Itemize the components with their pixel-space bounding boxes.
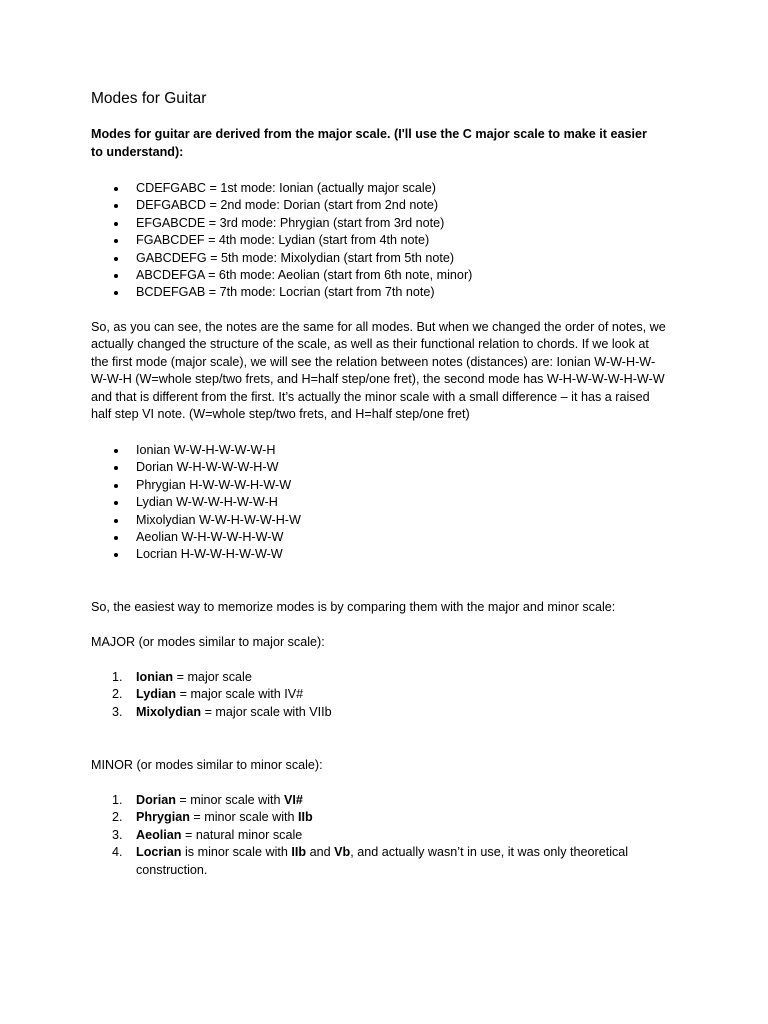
intro-text: Modes for guitar are derived from the major scale. (I'll use the C major scale to make it easier to understand): (91, 127, 647, 159)
list-item: Ionian W-W-H-W-W-W-H (112, 442, 672, 459)
list-item: ABCDEFGA = 6th mode: Aeolian (start from 6th note, minor) (112, 267, 672, 284)
list-item: Phrygian H-W-W-W-H-W-W (112, 477, 672, 494)
list-item: DEFGABCD = 2nd mode: Dorian (start from 2nd note) (112, 197, 672, 214)
list-item: EFGABCDE = 3rd mode: Phrygian (start from 3rd note) (112, 215, 672, 232)
list-item: Lydian W-W-W-H-W-W-H (112, 494, 672, 511)
list-item: 1. Ionian = major scale (112, 670, 252, 684)
mode-steps-list (112, 442, 672, 564)
list-item: GABCDEFG = 5th mode: Mixolydian (start from 5th note) (112, 250, 672, 267)
minor-modes-list (112, 792, 672, 879)
list-item: Aeolian W-H-W-W-H-W-W (112, 529, 672, 546)
memorize-paragraph: So, the easiest way to memorize modes is by comparing them with the major and minor scale: (91, 600, 616, 614)
list-item: CDEFGABC = 1st mode: Ionian (actually major scale) (112, 180, 672, 197)
list-item: 3. Mixolydian = major scale with VIIb (112, 704, 332, 719)
document-title: Modes for Guitar (91, 90, 207, 107)
list-item: 4. Locrian is minor scale with IIb and Vb, and actually wasn’t in use, it was only theoretical construction. (112, 845, 629, 877)
mode-notes-list (112, 180, 672, 302)
list-item: BCDEFGAB = 7th mode: Locrian (start from 7th note) (112, 284, 672, 301)
list-item: Dorian W-H-W-W-W-H-W (112, 459, 672, 476)
list-item: Mixolydian W-W-H-W-W-H-W (112, 512, 672, 529)
list-item: Locrian H-W-W-H-W-W-W (112, 546, 672, 563)
list-item: 2. Phrygian = minor scale with IIb (112, 810, 313, 825)
list-item: FGABCDEF = 4th mode: Lydian (start from 4th note) (112, 232, 672, 249)
major-heading: MAJOR (or modes similar to major scale): (91, 635, 325, 649)
list-item: 2. Lydian = major scale with IV# (112, 687, 304, 702)
major-modes-list (112, 669, 672, 721)
list-item: 3. Aeolian = natural minor scale (112, 827, 303, 842)
list-item: 1. Dorian = minor scale with VI# (112, 793, 303, 807)
minor-heading: MINOR (or modes similar to minor scale): (91, 758, 323, 772)
explanation-paragraph: So, as you can see, the notes are the same for all modes. But when we changed the order of notes, we actually changed the structure of the scale, as well as their functional relation to chords. If we look at the first mode (major scale), we will see the relation between notes (distances) are: Ionian W-W-H-W-W-W-H (W=whole step/two frets, and H=half step/one fret), the second mode has W-H-W-W-W-H-W-W and that is different from the first. It’s actually the minor scale with a small difference – it has a raised half step VI note. (W=whole step/two frets, and H=half step/one fret) (91, 320, 666, 422)
